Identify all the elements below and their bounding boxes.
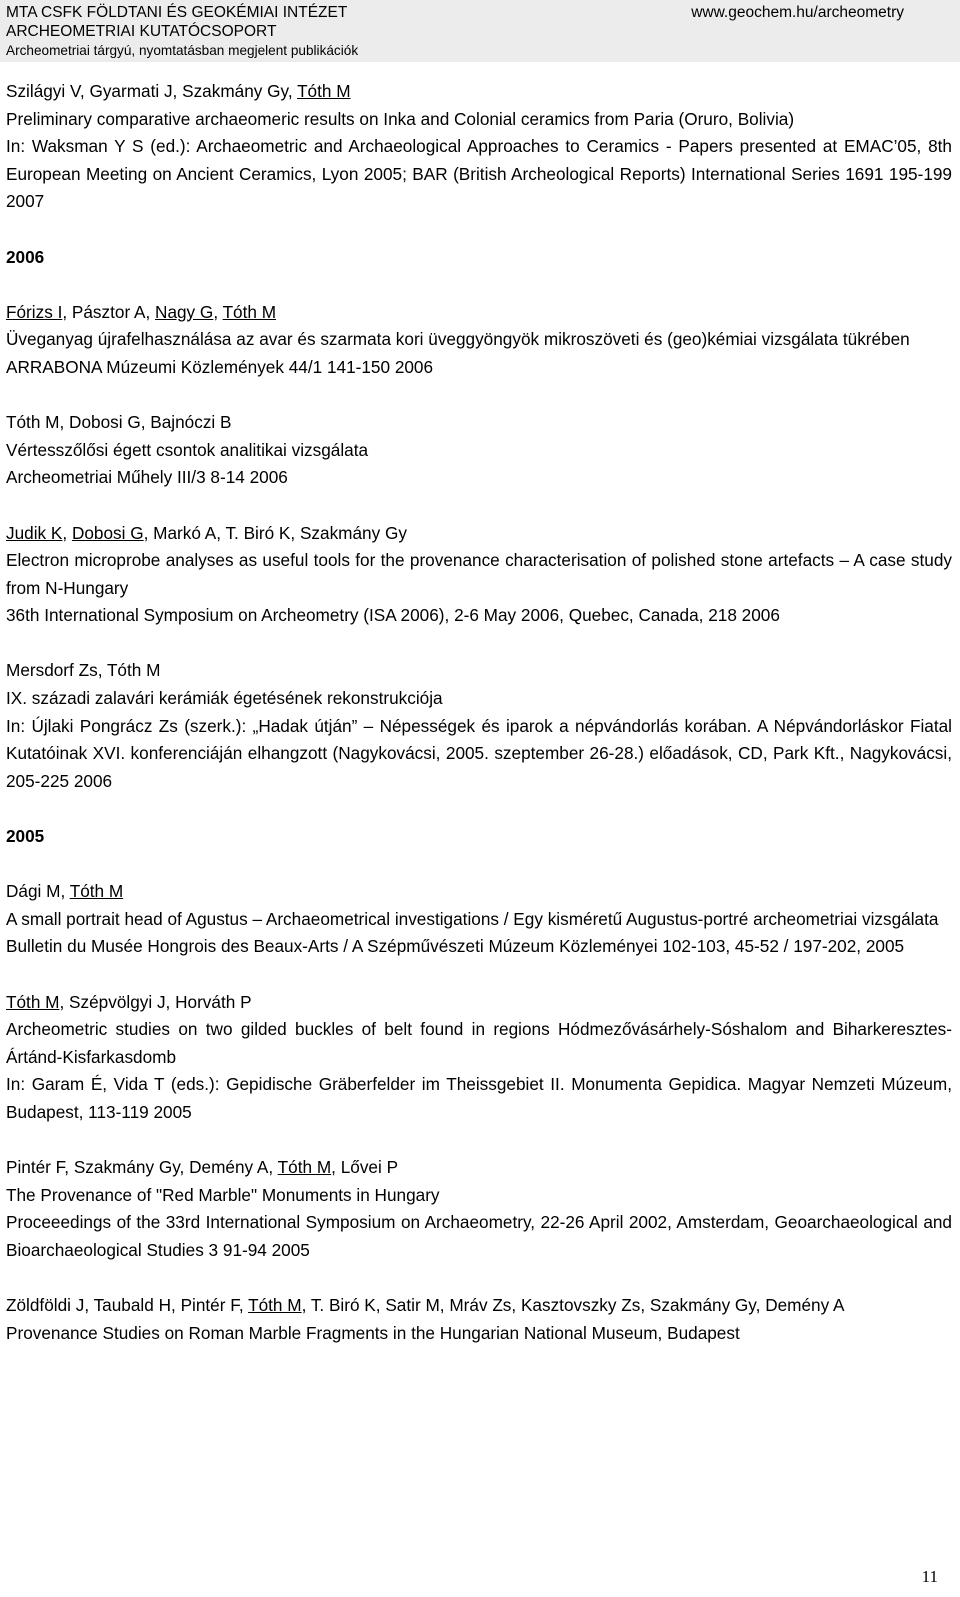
authors: Judik K, Dobosi G, Markó A, T. Biró K, Szakmány Gy bbox=[6, 522, 407, 543]
author-link[interactable]: Tóth M bbox=[69, 881, 124, 902]
publication-title: The Provenance of "Red Marble" Monuments in Hungary bbox=[6, 1184, 440, 1205]
document-subtitle: Archeometriai tárgyú, nyomtatásban megjelent publikációk bbox=[6, 43, 359, 58]
publication-title: Electron microprobe analyses as useful tools for the provenance characterisation of polished stone artefacts – A case study from N-Hungary bbox=[6, 550, 952, 598]
year-heading-2005: 2005 bbox=[6, 826, 45, 847]
publication-entry bbox=[6, 520, 952, 630]
page-number: 11 bbox=[921, 1567, 938, 1586]
publication-entry bbox=[6, 1154, 952, 1264]
author-link[interactable]: Dobosi G bbox=[71, 522, 144, 543]
publication-entry bbox=[6, 878, 952, 961]
publication-source: In: Garam É, Vida T (eds.): Gepidische Gräberfelder im Theissgebiet II. Monumenta Gepidica. Magyar Nemzeti Múzeum, Budapest, 113-119 2005 bbox=[6, 1074, 952, 1122]
author-link[interactable]: Fórizs I bbox=[6, 301, 63, 322]
publication-title: Archeometric studies on two gilded buckles of belt found in regions Hódmezővásárhely-Sóshalom and Biharkeresztes- Ártánd-Kisfarkasdomb bbox=[6, 1019, 952, 1067]
group-name: ARCHEOMETRIAI KUTATÓCSOPORT bbox=[6, 23, 277, 40]
authors: Szilágyi V, Gyarmati J, Szakmány Gy, Tóth M bbox=[6, 81, 351, 101]
authors: Fórizs I, Pásztor A, Nagy G, Tóth M bbox=[6, 301, 277, 322]
author-link[interactable]: Nagy G bbox=[155, 301, 214, 322]
authors: Zöldföldi J, Taubald H, Pintér F, Tóth M, T. Biró K, Satir M, Mráv Zs, Kasztovszky Zs, Szakmány Gy, Demény A bbox=[6, 1295, 845, 1316]
institute-name: MTA CSFK FÖLDTANI ÉS GEOKÉMIAI INTÉZET bbox=[6, 4, 348, 21]
author-link[interactable]: Tóth M bbox=[6, 991, 60, 1012]
publication-source: In: Waksman Y S (ed.): Archaeometric and Archaeological Approaches to Ceramics - Papers presented at EMAC’05, 8th European Meeting on Ancient Ceramics, Lyon 2005; BAR (British Archeological Reports) International Series 1691 195-199 2007 bbox=[6, 136, 952, 212]
publication-title: Vértesszőlősi égett csontok analitikai vizsgálata bbox=[6, 439, 369, 460]
author-link[interactable]: Tóth M bbox=[248, 1295, 302, 1316]
publication-title: Provenance Studies on Roman Marble Fragments in the Hungarian National Museum, Budapest bbox=[6, 1322, 740, 1343]
publication-title: Üveganyag újrafelhasználása az avar és szarmata kori üveggyöngyök mikroszöveti és (geo)kémiai vizsgálata tükrében bbox=[6, 329, 910, 350]
publication-list bbox=[6, 78, 952, 1375]
page-header bbox=[0, 0, 960, 62]
publication-source: Archeometriai Műhely III/3 8-14 2006 bbox=[6, 467, 288, 488]
publication-source: Proceeedings of the 33rd International Symposium on Archaeometry, 22-26 April 2002, Amsterdam, Geoarchaeological and Bioarchaeological Studies 3 91-94 2005 bbox=[6, 1212, 952, 1260]
publication-source: ARRABONA Múzeumi Közlemények 44/1 141-150 2006 bbox=[6, 356, 434, 377]
website-link[interactable]: www.geochem.hu/archeometry bbox=[691, 4, 904, 21]
publication-title: A small portrait head of Agustus – Archaeometrical investigations / Egy kisméretű Augustus-portré archeometriai vizsgálata bbox=[6, 908, 939, 929]
authors: Pintér F, Szakmány Gy, Demény A, Tóth M, Lővei P bbox=[6, 1157, 399, 1178]
publication-entry bbox=[6, 78, 952, 216]
publication-entry bbox=[6, 1292, 952, 1347]
author-link[interactable]: Tóth M bbox=[277, 1157, 332, 1178]
publication-source: In: Újlaki Pongrácz Zs (szerk.): „Hadak útján” – Népességek és iparok a népvándorlás korában. A Népvándorláskor Fiatal Kutatóinak XVI. konferenciáján elhangzott (Nagykovácsi, 2005. szeptember 26-28.) előadások, CD, Park Kft., Nagykovácsi, 205-225 2006 bbox=[6, 715, 952, 791]
publication-entry bbox=[6, 409, 952, 492]
author-link[interactable]: Judik K bbox=[6, 522, 63, 543]
publication-entry bbox=[6, 657, 952, 795]
author-link[interactable]: Tóth M bbox=[297, 81, 351, 101]
publication-title: IX. századi zalavári kerámiák égetésének rekonstrukciója bbox=[6, 688, 443, 709]
year-heading-2006: 2006 bbox=[6, 246, 45, 267]
publication-source: Bulletin du Musée Hongrois des Beaux-Arts / A Szépművészeti Múzeum Közleményei 102-103, 45-52 / 197-202, 2005 bbox=[6, 936, 905, 957]
publication-title: Preliminary comparative archaeomeric results on Inka and Colonial ceramics from Paria (Oruro, Bolivia) bbox=[6, 108, 795, 129]
authors: Tóth M, Dobosi G, Bajnóczi B bbox=[6, 412, 232, 433]
publication-entry bbox=[6, 299, 952, 382]
authors: Dági M, Tóth M bbox=[6, 881, 124, 902]
author-link[interactable]: Tóth M bbox=[222, 301, 277, 322]
publication-source: 36th International Symposium on Archeometry (ISA 2006), 2-6 May 2006, Quebec, Canada, 218 2006 bbox=[6, 605, 780, 626]
authors: Mersdorf Zs, Tóth M bbox=[6, 660, 161, 681]
institution-block bbox=[6, 3, 358, 60]
publication-entry bbox=[6, 989, 952, 1127]
authors: Tóth M, Szépvölgyi J, Horváth P bbox=[6, 991, 252, 1012]
